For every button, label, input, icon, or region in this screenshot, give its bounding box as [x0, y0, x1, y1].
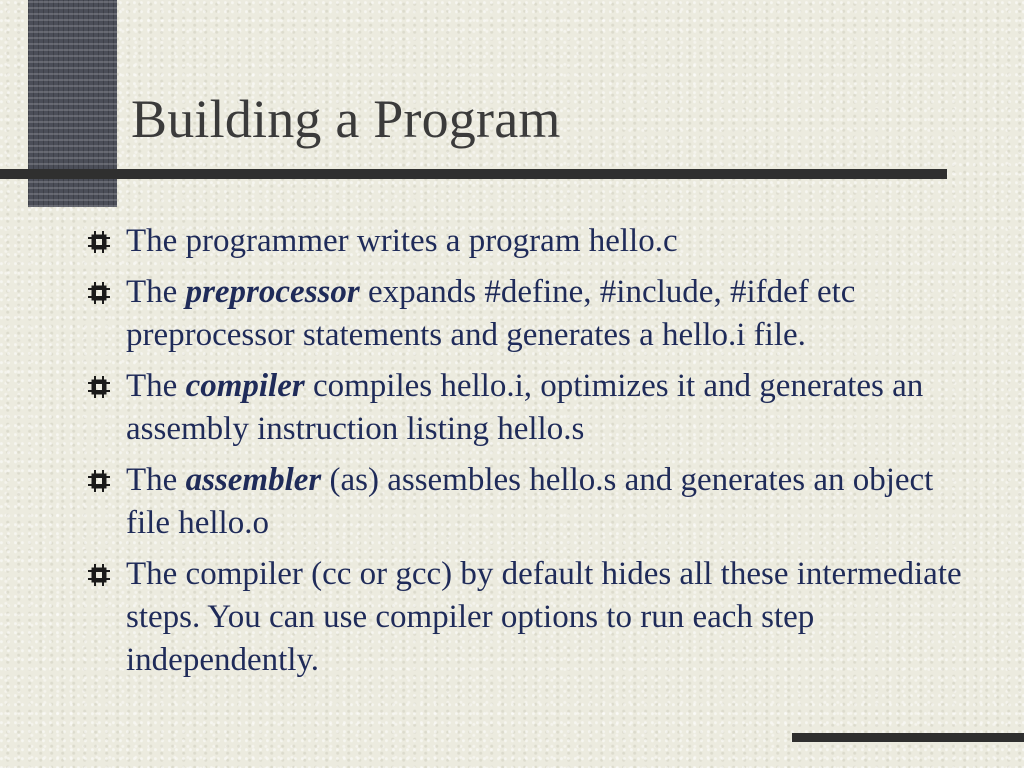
bullet-item-assembler — [84, 459, 964, 545]
hash-square-bullet-icon — [87, 271, 111, 314]
bullet-item-compiler — [84, 365, 964, 451]
hash-square-bullet-icon — [87, 553, 111, 596]
bullet-term-preprocessor: preprocessor — [185, 274, 360, 310]
bullet-suffix: compiles hello.i, optimizes it and generates an assembly instruction listing hello.s — [126, 368, 924, 447]
hash-square-bullet-icon — [87, 220, 111, 263]
bullet-suffix: (as) assembles hello.s and generates an object file hello.o — [126, 462, 934, 541]
bullet-prefix: The — [126, 368, 178, 404]
bullet-text: The programmer writes a program hello.c — [126, 223, 678, 259]
hash-square-bullet-icon — [87, 365, 111, 408]
bullet-suffix: expands #define, #include, #ifdef etc preprocessor statements and generates a hello.i file. — [126, 274, 856, 353]
bullet-prefix: The — [126, 462, 178, 498]
bullet-item-compiler-options — [84, 553, 964, 682]
slide-title: Building a Program — [131, 89, 561, 149]
bullet-term-assembler: assembler — [185, 462, 322, 498]
bullet-item-preprocessor — [84, 271, 964, 357]
title-underline-rule — [0, 169, 947, 179]
bullet-text: The compiler (cc or gcc) by default hides all these intermediate steps. You can use compiler options to run each step independently. — [126, 556, 962, 678]
bullet-prefix: The — [126, 274, 178, 310]
bottom-corner-rule — [792, 733, 1024, 742]
bullet-item-programmer — [84, 220, 964, 263]
hash-square-bullet-icon — [87, 459, 111, 502]
bullet-list — [84, 220, 964, 690]
bullet-term-compiler: compiler — [185, 368, 305, 404]
